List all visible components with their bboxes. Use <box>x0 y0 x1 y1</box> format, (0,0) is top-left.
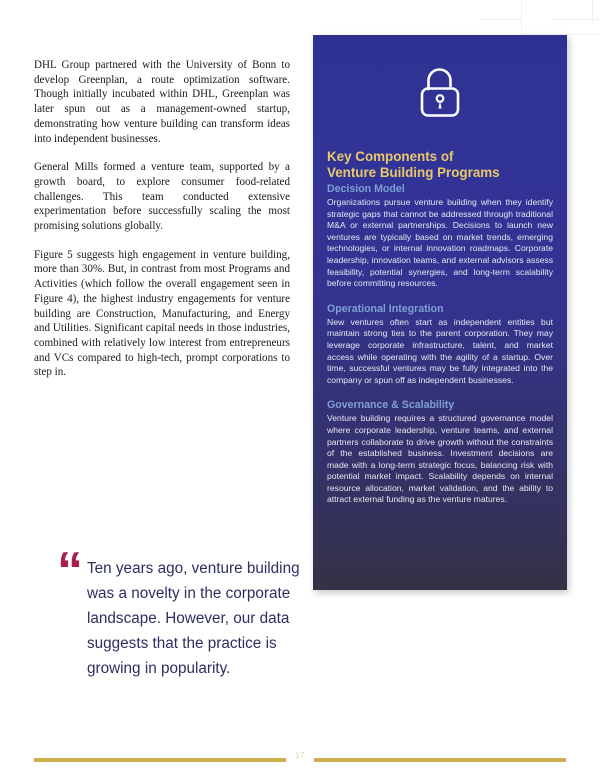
section-heading-governance-scalability: Governance & Scalability <box>327 399 455 412</box>
crop-mark-horizontal-right <box>553 19 600 20</box>
article-paragraph: General Mills formed a venture team, supported by a growth board, to explore consumer food-related challenges. This team conducted extensive experimentation before successfully scaling the most promising solutions globally. <box>34 161 290 233</box>
panel-title-line-1: Key Components of <box>327 149 454 164</box>
footer-rule-right <box>314 758 566 762</box>
crop-mark-horizontal-left <box>481 19 521 20</box>
key-components-panel <box>313 35 567 590</box>
open-padlock-icon <box>413 65 467 123</box>
crop-mark-vertical-left <box>521 0 522 34</box>
panel-title-line-2: Venture Building Programs <box>327 165 500 180</box>
section-body-operational-integration: New ventures often start as independent entities but maintain strong ties to the parent corporation. They may leverage corporate infrastructure, talent, and market access while operating with the agility of a startup. Over time, successful ventures may be fully integrated into the company or spun off as independent businesses. <box>327 316 553 385</box>
section-heading-operational-integration: Operational Integration <box>327 302 444 315</box>
section-body-decision-model: Organizations pursue venture building when they identify strategic gaps that cannot be addressed through traditional M&A or external partnerships. Decisions to launch new ventures are typically based on market trends, emerging technologies, or internal innovation roadmaps. Corporate leadership, innovation teams, and external advisors assess feasibility, potential synergies, and long-term scalability before committing resources. <box>327 197 553 289</box>
footer-rule-left <box>34 758 286 762</box>
article-paragraph: DHL Group partnered with the University of Bonn to develop Greenplan, a route optimization software. Though initially incubated within DHL, Greenplan was later spun out as a management-owned startup, demonstrating how venture building can transform ideas into independent businesses. <box>34 59 290 145</box>
section-body-governance-scalability: Venture building requires a structured governance model where corporate leadership, venture teams, and external partners collaborate to drive growth without the constraints of the established business. Investment decisions are made with a long-term strategic focus, balancing risk with potential market impact. Scalability depends on internal resource allocation, market validation, and the ability to attract external funding as the venture matures. <box>327 413 553 505</box>
section-heading-decision-model: Decision Model <box>327 183 405 195</box>
pull-quote <box>57 542 301 681</box>
quotation-mark-icon: “ <box>57 542 81 600</box>
article-paragraph: Figure 5 suggests high engagement in venture building, more than 30%. But, in contrast from most Programs and Activities (which follow the overall engagement seen in Figure 4), the highest industry engagements for venture building are Construction, Manufacturing, and Energy and Utilities. Significant capital needs in those industries, combined with relatively low interest from entrepreneurs and VCs compared to high-tech, prompt corporations to step in. <box>34 248 290 379</box>
pull-quote-text: Ten years ago, venture building was a novelty in the corporate landscape. However, our data suggests that the practice is growing in popularity. <box>87 560 300 677</box>
article-text-column <box>34 58 290 380</box>
page-number: 17 <box>295 751 305 760</box>
panel-title <box>327 149 553 181</box>
